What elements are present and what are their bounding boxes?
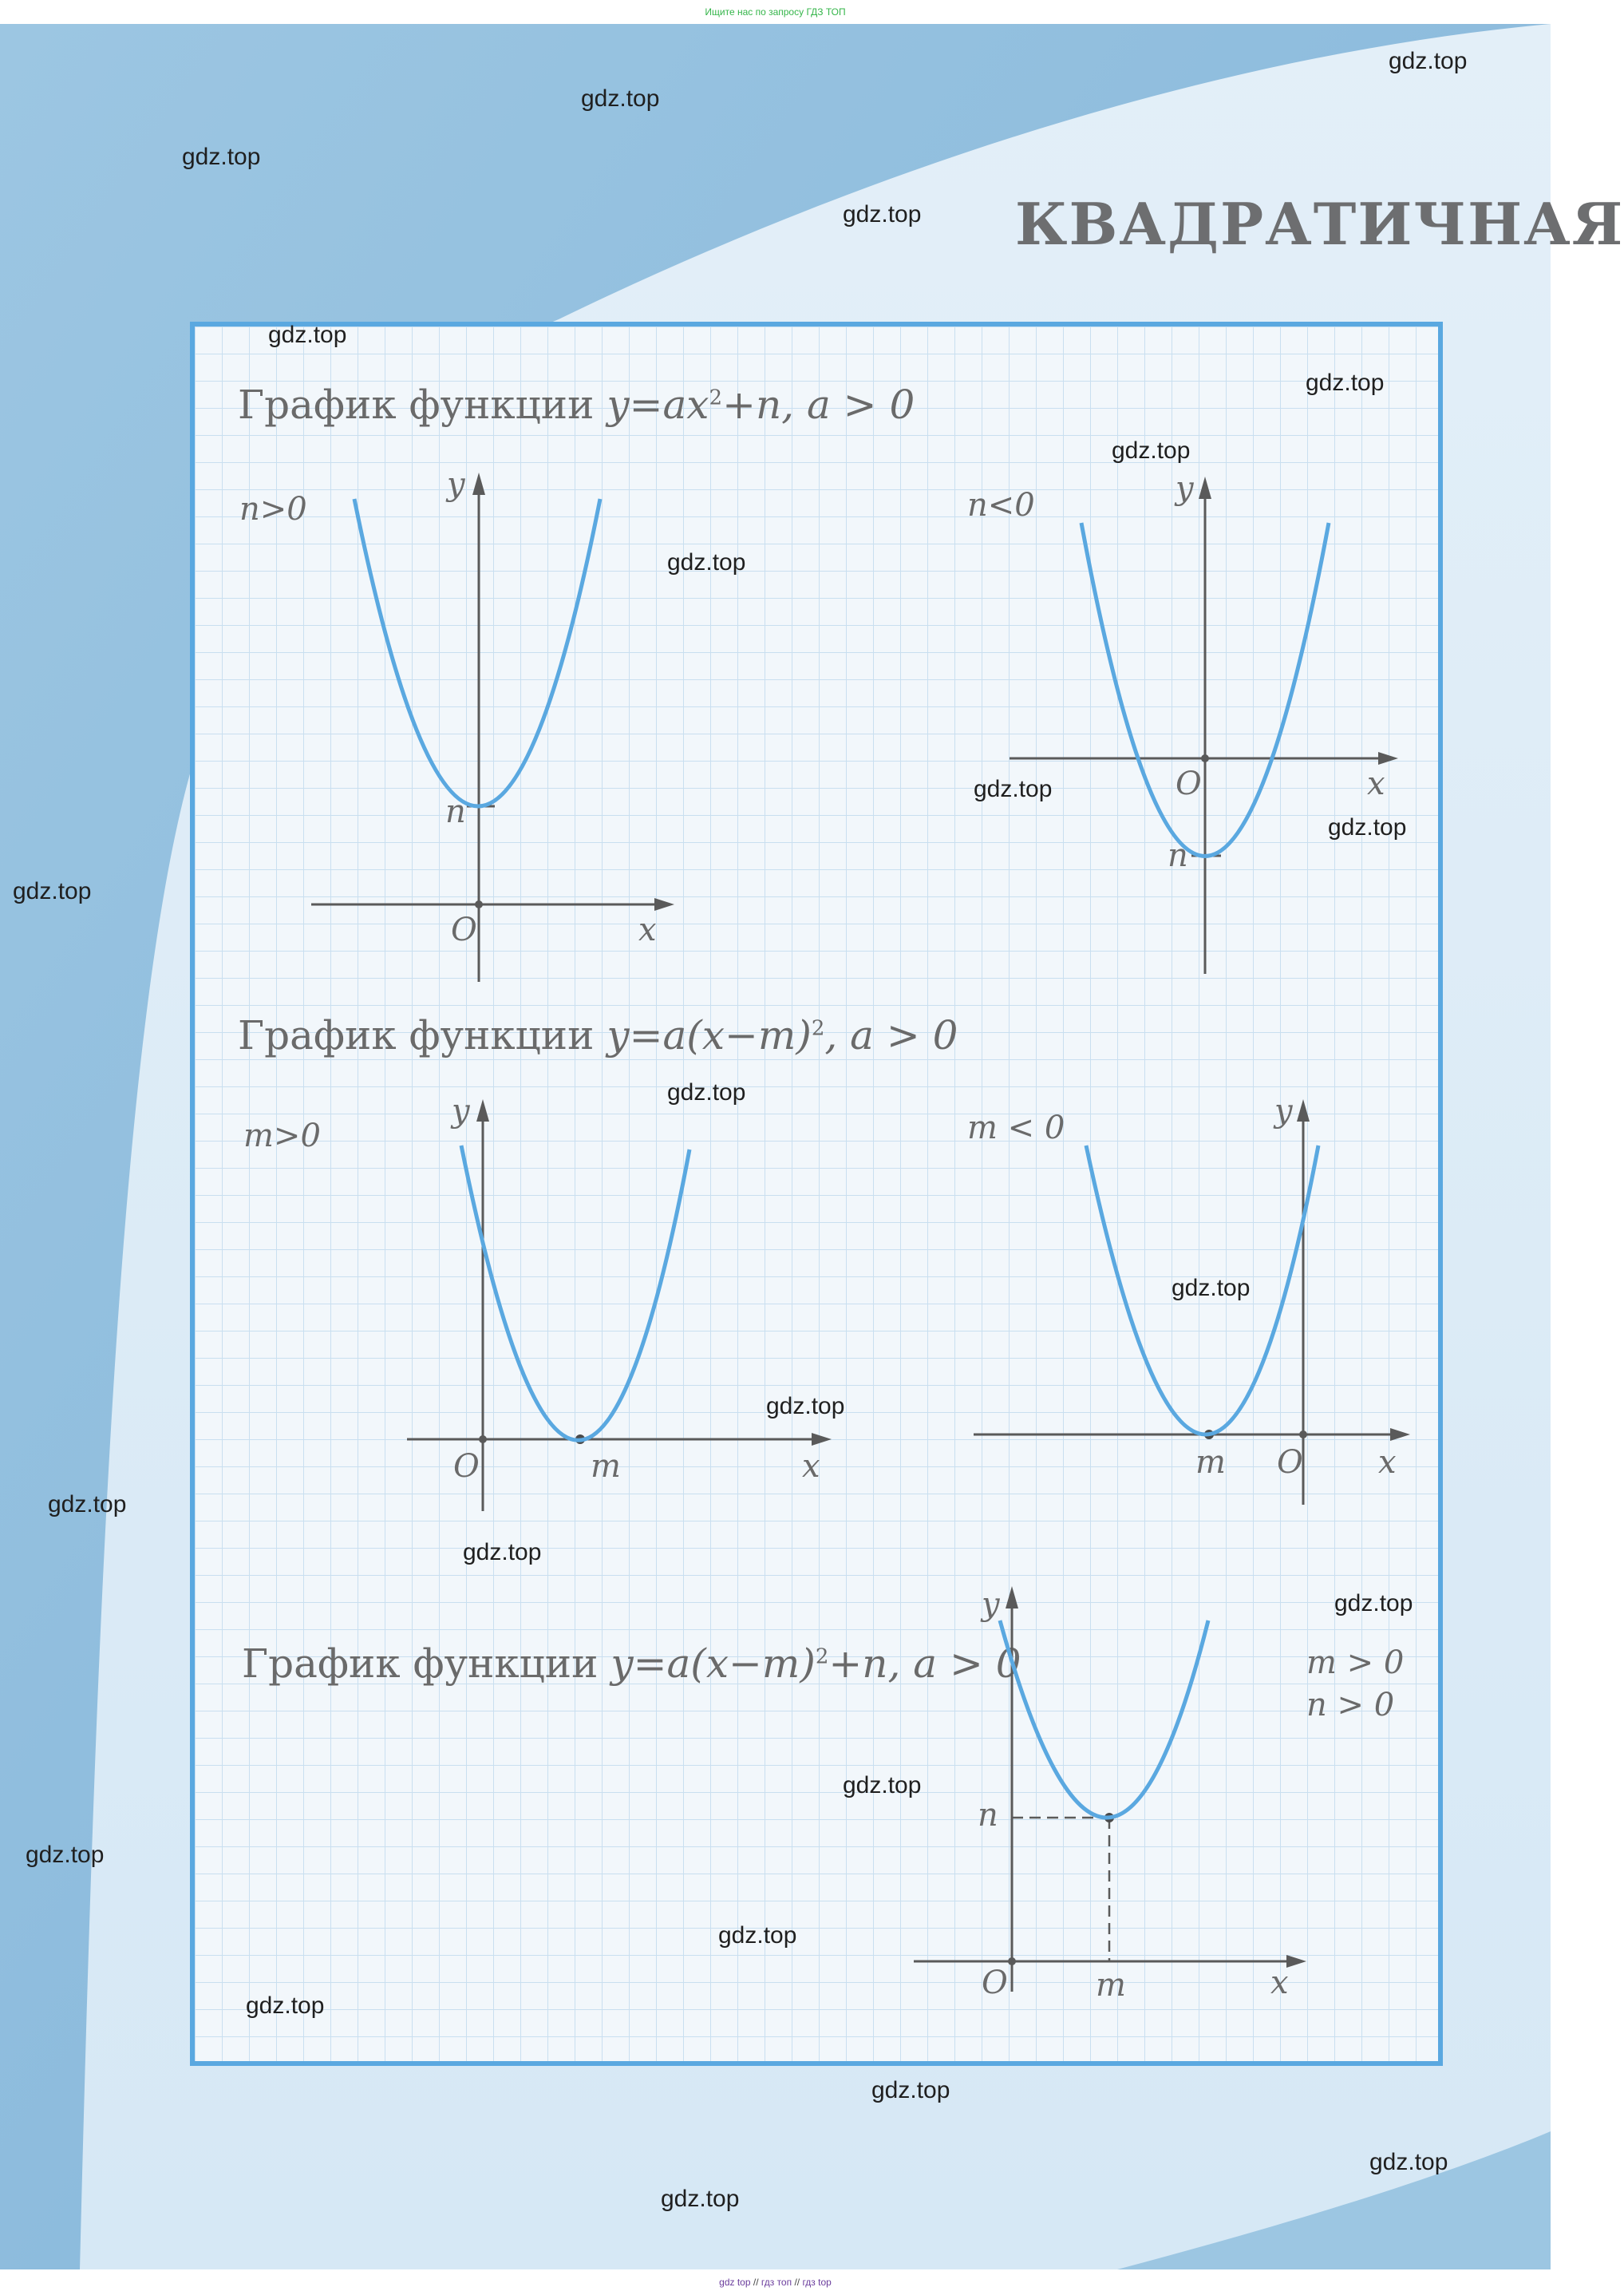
m-label: m [1096, 1967, 1126, 2004]
y-axis-arrow [1199, 477, 1211, 499]
graph-3-condition-n: n > 0 [1306, 1687, 1395, 1723]
watermark: gdz.top [268, 322, 347, 348]
watermark: gdz.top [843, 201, 922, 228]
x-axis-arrow [1286, 1955, 1306, 1968]
origin-point [475, 900, 483, 908]
footer-link-2[interactable]: гдз топ [761, 2277, 792, 2288]
watermark: gdz.top [1328, 814, 1407, 841]
watermark: gdz.top [1389, 48, 1468, 74]
graph-parabola-n-positive [303, 463, 686, 990]
x-axis-arrow [654, 898, 674, 911]
watermark: gdz.top [13, 878, 92, 904]
footer-separator: // [794, 2277, 800, 2288]
origin-point [1201, 754, 1209, 762]
section-1-heading: График функции $y=ax^2+n$, a > 0 [238, 382, 915, 428]
graph-2a-condition: m>0 [243, 1118, 321, 1154]
watermark: gdz.top [581, 85, 660, 112]
origin-point [479, 1435, 487, 1443]
watermark: gdz.top [871, 2077, 950, 2103]
graph-parabola-m-positive [399, 1090, 846, 1521]
x-axis-label: x [1367, 766, 1385, 802]
y-axis-arrow [1006, 1586, 1018, 1608]
x-axis-arrow [1390, 1428, 1410, 1441]
footer-links [0, 2269, 1551, 2295]
origin-label: O [1277, 1444, 1303, 1481]
watermark: gdz.top [182, 144, 261, 170]
watermark: gdz.top [1112, 437, 1191, 464]
x-axis-arrow [812, 1433, 832, 1446]
m-label: m [1195, 1444, 1226, 1481]
n-label: n [978, 1797, 998, 1834]
search-hint-banner[interactable]: Ищите нас по запросу ГДЗ ТОП [705, 6, 846, 18]
watermark: gdz.top [667, 1079, 746, 1106]
origin-label: O [1176, 766, 1202, 802]
y-axis-label: y [982, 1586, 1000, 1623]
graph-1b-condition: n<0 [967, 487, 1035, 524]
y-axis-label: y [447, 466, 465, 503]
x-axis-label: x [802, 1448, 820, 1485]
y-axis-arrow [476, 1099, 489, 1122]
watermark: gdz.top [718, 1922, 797, 1949]
watermark: gdz.top [661, 2186, 740, 2212]
origin-label: O [982, 1965, 1008, 2001]
section-3-heading: График функции $y=a(x-m)^2+n$, a > 0 [242, 1640, 1021, 1687]
x-axis-label: x [1270, 1965, 1289, 2001]
origin-point [1299, 1430, 1307, 1438]
section-2-heading: График функции $y=a(x-m)^2$, a > 0 [238, 1012, 958, 1058]
y-axis-label: y [452, 1093, 470, 1130]
parabola-curve [1000, 1620, 1208, 1818]
origin-label: O [451, 912, 477, 948]
watermark: gdz.top [843, 1772, 922, 1798]
graph-2b-condition: m < 0 [967, 1110, 1065, 1146]
graph-parabola-shifted [910, 1577, 1325, 2008]
page-title: КВАДРАТИЧНАЯ [1015, 190, 1624, 258]
x-axis-arrow [1378, 752, 1398, 765]
y-axis-arrow [472, 473, 485, 495]
watermark: gdz.top [246, 1992, 325, 2019]
footer-link-3[interactable]: гдз top [802, 2277, 832, 2288]
m-label: m [591, 1448, 621, 1485]
footer-link-1[interactable]: gdz top [719, 2277, 751, 2288]
parabola-curve [354, 499, 600, 806]
graph-1a-condition: n>0 [239, 491, 307, 528]
x-axis-label: x [1378, 1444, 1397, 1481]
graph-3-condition-m: m > 0 [1306, 1644, 1405, 1681]
watermark: gdz.top [667, 549, 746, 576]
n-label: n [445, 793, 466, 830]
watermark: gdz.top [463, 1539, 542, 1565]
watermark: gdz.top [26, 1842, 105, 1868]
n-label: n [1168, 837, 1188, 874]
x-axis-label: x [638, 912, 657, 948]
y-axis-arrow [1297, 1099, 1310, 1122]
footer-separator: // [753, 2277, 759, 2288]
parabola-curve [461, 1146, 690, 1440]
origin-point [1008, 1957, 1016, 1965]
graph-parabola-n-negative [1010, 467, 1424, 978]
y-axis-label: y [1176, 470, 1194, 507]
watermark: gdz.top [974, 776, 1053, 802]
y-axis-label: y [1274, 1093, 1293, 1130]
watermark: gdz.top [1306, 370, 1385, 396]
origin-label: O [453, 1448, 480, 1485]
watermark: gdz.top [1172, 1275, 1251, 1301]
watermark: gdz.top [1369, 2149, 1448, 2175]
watermark: gdz.top [766, 1393, 845, 1419]
watermark: gdz.top [1334, 1590, 1413, 1616]
watermark: gdz.top [48, 1491, 127, 1517]
